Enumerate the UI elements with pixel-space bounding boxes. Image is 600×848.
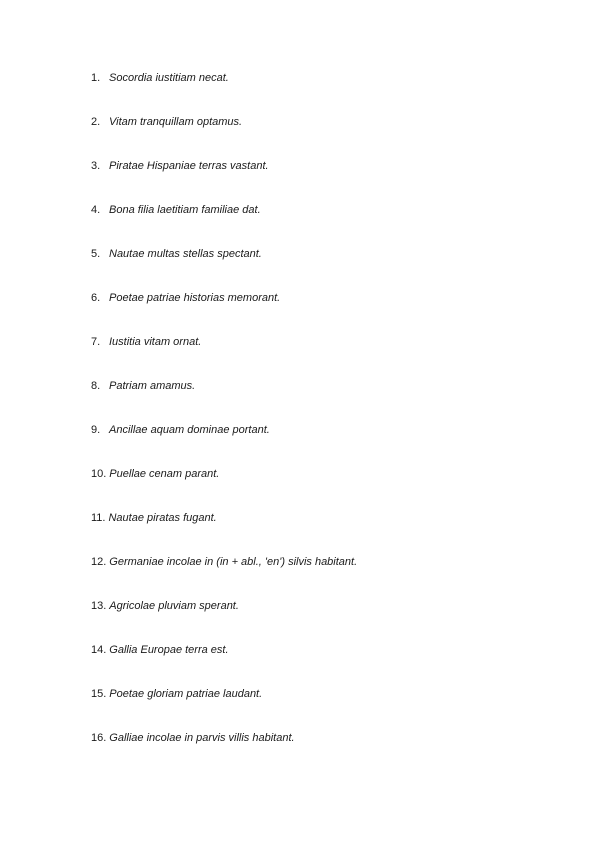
sentence-item bbox=[91, 158, 357, 202]
sentence-item bbox=[91, 334, 357, 378]
sentence-number: 2. bbox=[91, 116, 101, 128]
sentence-number: 7. bbox=[91, 336, 101, 348]
sentence-item bbox=[91, 554, 357, 598]
sentence-item bbox=[91, 422, 357, 466]
sentence-text: Poetae patriae historias memorant. bbox=[109, 292, 281, 304]
sentence-item bbox=[91, 730, 357, 774]
sentence-item bbox=[91, 290, 357, 334]
sentence-item bbox=[91, 246, 357, 290]
sentence-number: 8. bbox=[91, 380, 101, 392]
sentence-number: 9. bbox=[91, 424, 101, 436]
sentence-number: 14. bbox=[91, 644, 107, 656]
sentence-number: 10. bbox=[91, 468, 107, 480]
sentence-text: Piratae Hispaniae terras vastant. bbox=[109, 160, 269, 172]
sentence-item bbox=[91, 598, 357, 642]
sentence-item bbox=[91, 642, 357, 686]
sentence-text: Bona filia laetitiam familiae dat. bbox=[109, 204, 261, 216]
sentence-number: 3. bbox=[91, 160, 101, 172]
sentence-text: Gallia Europae terra est. bbox=[109, 644, 229, 656]
sentence-number: 6. bbox=[91, 292, 101, 304]
sentence-text: Vitam tranquillam optamus. bbox=[109, 116, 243, 128]
sentence-item bbox=[91, 510, 357, 554]
sentence-number: 11. bbox=[91, 512, 106, 524]
sentence-item bbox=[91, 686, 357, 730]
sentence-number: 1. bbox=[91, 72, 101, 84]
sentence-text: Socordia iustitiam necat. bbox=[109, 72, 229, 84]
sentence-list bbox=[91, 70, 357, 774]
sentence-text: Poetae gloriam patriae laudant. bbox=[109, 688, 263, 700]
sentence-number: 12. bbox=[91, 556, 107, 568]
sentence-text: Iustitia vitam ornat. bbox=[109, 336, 202, 348]
sentence-number: 16. bbox=[91, 732, 107, 744]
sentence-number: 4. bbox=[91, 204, 101, 216]
sentence-text: Ancillae aquam dominae portant. bbox=[109, 424, 270, 436]
sentence-text: Puellae cenam parant. bbox=[109, 468, 220, 480]
sentence-item bbox=[91, 114, 357, 158]
sentence-item bbox=[91, 378, 357, 422]
sentence-text: Germaniae incolae in (in + abl., 'en') silvis habitant. bbox=[109, 556, 358, 568]
sentence-text: Galliae incolae in parvis villis habitant. bbox=[109, 732, 295, 744]
sentence-item bbox=[91, 202, 357, 246]
sentence-number: 5. bbox=[91, 248, 101, 260]
sentence-text: Agricolae pluviam sperant. bbox=[109, 600, 239, 612]
sentence-item bbox=[91, 70, 357, 114]
sentence-text: Nautae multas stellas spectant. bbox=[109, 248, 262, 260]
sentence-text: Nautae piratas fugant. bbox=[108, 512, 217, 524]
sentence-item bbox=[91, 466, 357, 510]
sentence-text: Patriam amamus. bbox=[109, 380, 196, 392]
sentence-number: 15. bbox=[91, 688, 107, 700]
sentence-number: 13. bbox=[91, 600, 107, 612]
